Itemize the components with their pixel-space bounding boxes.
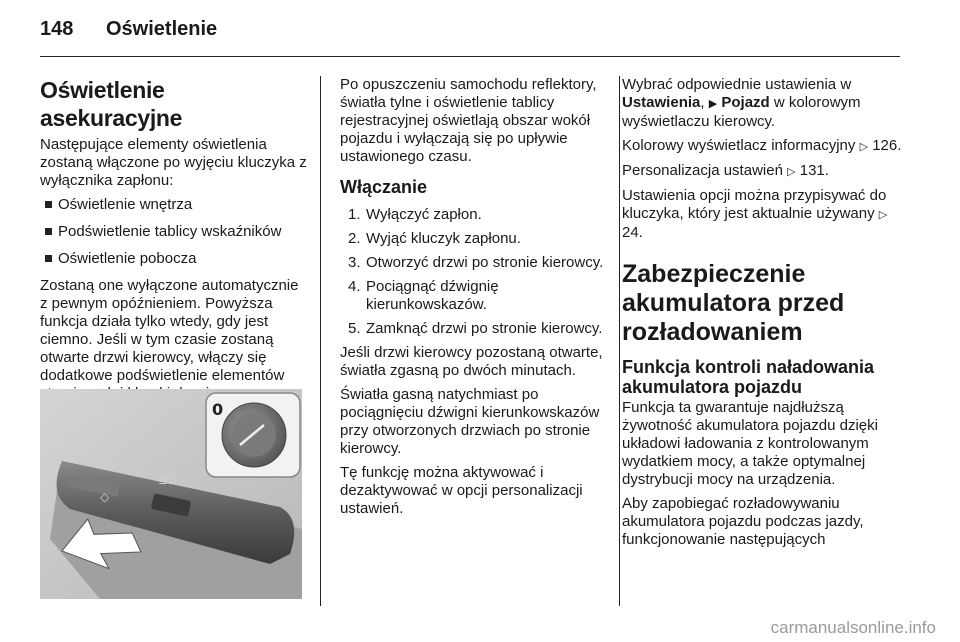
headlamp-symbol: ≣D [158, 473, 178, 487]
crossref-paragraph: Ustawienia opcji można przypisywać do kluczyka, który jest aktualnie używany ▷ 24. [622, 187, 888, 241]
dial-center [232, 413, 276, 457]
body-paragraph: Aby zapobiegać rozładowywaniu akumulatora pojazdu podczas jazdy, funkcjonowanie następujących [622, 495, 864, 548]
bullet-item: Oświetlenie wnętrza [40, 196, 308, 214]
stalk-illustration [40, 389, 302, 599]
header-rule [40, 56, 900, 57]
bullet-item: Oświetlenie pobocza [40, 250, 308, 268]
body-paragraph: Po opuszczeniu samochodu reflektory, światła tylne i oświetlenie tablicy rejestracyjnej oświetlają obszar wokół pojazdu i wyłączają się po upływie ustawionego czasu. [340, 76, 597, 165]
steps-list [340, 206, 608, 338]
battery-subsection-heading: Funkcja kontroli naładowania akumulatora pojazdu [622, 357, 875, 397]
intro-paragraph: Następujące elementy oświetlenia zostaną włączone po wyjęciu kluczyka z wyłącznika zapłonu: [40, 136, 307, 189]
bullet-item: Podświetlenie tablicy wskaźników [40, 223, 308, 241]
stalk-illustration-svg [40, 389, 302, 599]
beam-symbol: ◇ [100, 490, 110, 504]
step-item: 4. Pociągnąć dźwignię kierunkowskazów. [348, 278, 499, 313]
page-ref-icon: ▷ [859, 141, 869, 153]
body-paragraph: Zostaną one wyłączone automatycznie z pewnym opóźnieniem. Powyższa funkcja działa tylko wtedy, gdy jest ciemno. Jeśli w tym czasie zostaną otwarte drzwi kierowcy, włączy się dodatkowe podświetlenie elementów [40, 277, 299, 384]
chapter-title: Oświetlenie [106, 18, 218, 40]
body-paragraph: Funkcja ta gwarantuje najdłuższą żywotność akumulatora pojazdu dzięki układowi ładowania z kontrolowanym wydatkiem mocy, a także optymalnej dystrybucji mocy na urządzenia. [622, 399, 878, 488]
menu-path-vehicle: ▶ Pojazd [708, 94, 770, 111]
crossref-paragraph: Personalizacja ustawień ▷ 131. [622, 162, 829, 179]
body-paragraph: Jeśli drzwi kierowcy pozostaną otwarte, światła zgasną po dwóch minutach. [340, 344, 603, 379]
body-paragraph: Światła gasną natychmiast po pociągnięciu dźwigni kierunkowskazów przy otworzonych drzwiach po stronie kierowcy. [340, 386, 600, 457]
column-divider-1 [320, 76, 321, 606]
column-1 [40, 76, 308, 409]
subsection-heading: Włączanie [340, 177, 428, 197]
menu-path-settings: Ustawienia [622, 94, 701, 111]
dial-zero-label: 0 [212, 400, 224, 419]
page-ref-icon: ▷ [787, 166, 796, 178]
settings-paragraph: Wybrać odpowiednie ustawienia w Ustawienia, ▶ Pojazd w kolorowym wyświetlaczu kierowcy. [622, 76, 861, 130]
bullet-list [40, 196, 308, 268]
section-heading: Oświetlenie asekuracyjne [40, 77, 183, 131]
step-item: 3. Otworzyć drzwi po stronie kierowcy. [348, 254, 604, 271]
body-paragraph: Tę funkcję można aktywować i dezaktywować w opcji personalizacji ustawień. [340, 464, 583, 517]
step-item: 2. Wyjąć kluczyk zapłonu. [348, 230, 521, 247]
menu-arrow-icon: ▶ [708, 98, 718, 110]
battery-section-heading: Zabezpieczenie akumulatora przed rozładowaniem [622, 260, 845, 346]
crossref-paragraph: Kolorowy wyświetlacz informacyjny ▷ 126. [622, 137, 902, 154]
column-3 [622, 76, 902, 555]
watermark: carmanualsonline.info [770, 618, 936, 637]
step-item: 5. Zamknąć drzwi po stronie kierowcy. [348, 320, 603, 337]
column-2 [340, 76, 608, 524]
step-item: 1. Wyłączyć zapłon. [348, 206, 482, 223]
column-divider-2 [619, 76, 620, 606]
page-ref-icon: ▷ [878, 209, 888, 221]
page-number: 148 [40, 18, 74, 40]
